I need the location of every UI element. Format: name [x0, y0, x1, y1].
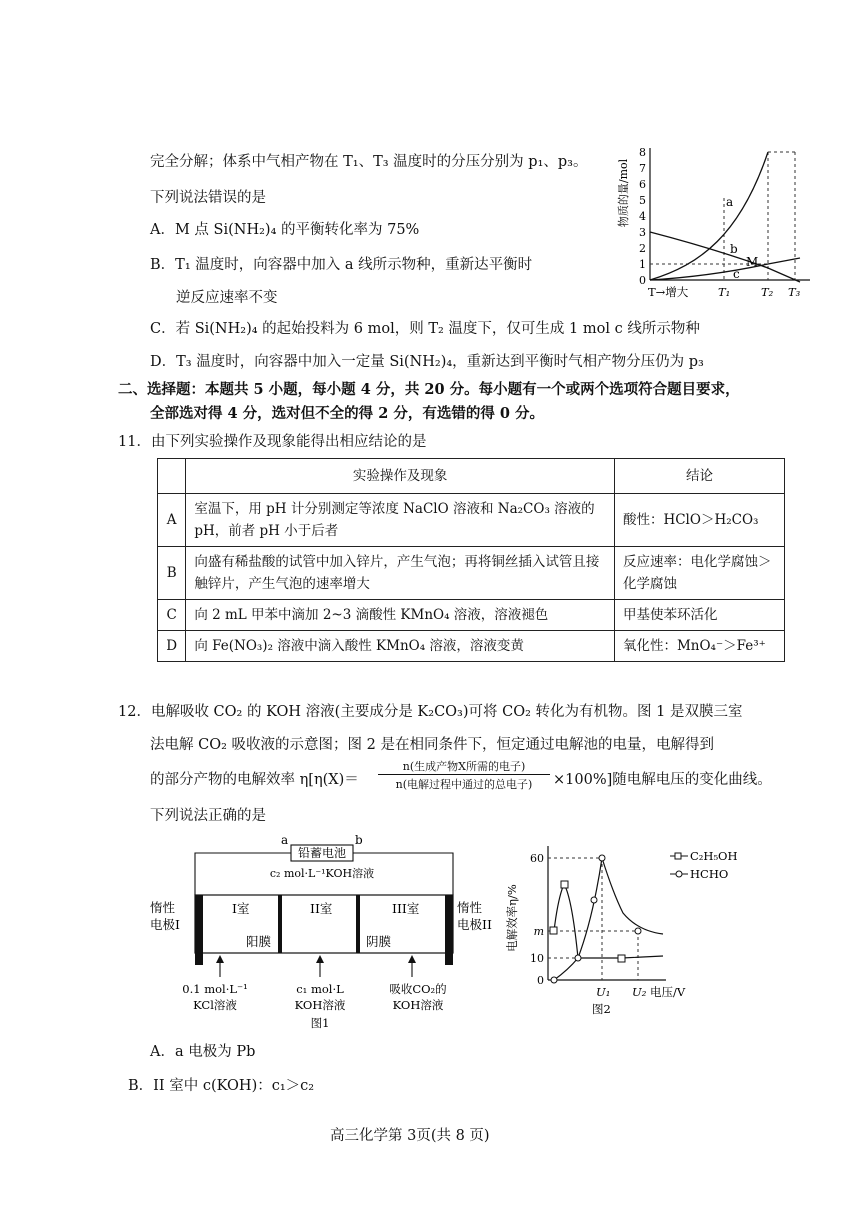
section2-line1: 二、选择题：本题共 5 小题，每小题 4 分，共 20 分。每小题有一个或两个选项符合题目要求，	[118, 381, 740, 398]
fig2-marker-square	[561, 881, 568, 888]
fig1-electrode-right-label: 惰性	[457, 900, 483, 915]
table-row	[158, 547, 785, 600]
section2-line2: 全部选对得 4 分，选对但不全的得 2 分，有选错的得 0 分。	[150, 405, 545, 422]
fig1-membrane-anion	[356, 895, 360, 953]
q10-option-c: C．若 Si(NH₂)₄ 的起始投料为 6 mol，则 T₂ 温度下，仅可生成 1 mol c 线所示物种	[150, 321, 700, 337]
q10-intro: 完全分解；体系中气相产物在 T₁、T₃ 温度时的分压分别为 p₁、p₃。	[150, 154, 588, 170]
fig2-efficiency-chart	[498, 838, 778, 1023]
fig2-curve-hcho	[554, 858, 663, 980]
q10-y-tick: 6	[639, 178, 646, 191]
fig1-membrane-left-label: 阳膜	[246, 934, 272, 949]
fig1-membrane-cation	[278, 895, 282, 953]
fig2-y-tick: 10	[530, 952, 544, 965]
fig1-caption: 图1	[310, 1016, 330, 1030]
table-cell-operation: 向 Fe(NO₃)₂ 溶液中滴入酸性 KMnO₄ 溶液，溶液变黄	[186, 631, 615, 662]
fig2-caption: 图2	[592, 1002, 611, 1016]
table-row	[158, 631, 785, 662]
table-cell-conclusion: 甲基使苯环活化	[614, 600, 784, 631]
q12-line3-post: ×100%]随电解电压的变化曲线。	[553, 772, 772, 788]
fig2-marker-circle	[591, 897, 597, 903]
table-cell-operation: 向盛有稀盐酸的试管中加入锌片，产生气泡；再将铜丝插入试管且接触锌片，产生气泡的速率增大	[186, 547, 615, 600]
q10-x-tick: T₃	[788, 285, 801, 299]
q10-y-tick: 4	[639, 210, 646, 223]
fig2-legend-hcho: HCHO	[690, 867, 729, 881]
q10-y-tick: 3	[639, 226, 646, 239]
q10-curve-c	[650, 258, 800, 280]
table-row	[158, 494, 785, 547]
fig2-y-label: 电解效率η/%	[505, 884, 519, 952]
q10-figure	[600, 140, 815, 305]
table-cell-operation: 向 2 mL 甲苯中滴加 2~3 滴酸性 KMnO₄ 溶液，溶液褪色	[186, 600, 615, 631]
fig1-inlet2: KOH溶液	[294, 998, 346, 1012]
fig2-legend-c2h5oh: C₂H₅OH	[690, 849, 738, 863]
table-cell-id: D	[158, 631, 186, 662]
fig1-electrode-right	[445, 895, 453, 965]
fig1-electrolysis-cell	[150, 835, 495, 1040]
q12-line1: 12．电解吸收 CO₂ 的 KOH 溶液(主要成分是 K₂CO₃)可将 CO₂ 转化为有机物。图 1 是双膜三室	[118, 704, 743, 720]
fig1-electrode-left-label: 电极I	[150, 917, 180, 932]
fig2-curve-c2h5oh	[554, 884, 663, 958]
q10-x-tick: T₂	[761, 285, 774, 299]
table-cell-conclusion: 酸性：HClO＞H₂CO₃	[614, 494, 784, 547]
q10-label-a: a	[726, 195, 734, 209]
fig2-legend-circle	[676, 871, 682, 877]
table-cell-operation: 室温下，用 pH 计分别测定等浓度 NaClO 溶液和 Na₂CO₃ 溶液的 pH，前者 pH 小于后者	[186, 494, 615, 547]
fig1-inlet2: c₁ mol·L	[296, 982, 344, 996]
fig2-x-tick: U₁	[596, 985, 611, 999]
fig1-pole-a: a	[281, 835, 289, 847]
table-header-cell	[158, 459, 186, 494]
table-cell-id: B	[158, 547, 186, 600]
fig2-x-tick: U₂	[632, 985, 647, 999]
fig1-arrowhead	[216, 955, 224, 963]
fig2-marker-circle	[599, 855, 605, 861]
fig2-legend-square	[675, 853, 681, 859]
table-header-row	[158, 459, 785, 494]
q10-y-label: 物质的量/mol	[617, 158, 630, 228]
fig2-marker-circle	[635, 928, 641, 934]
q12-fraction-numerator: n(生成产物X所需的电子)	[378, 758, 550, 775]
q12-stem: 下列说法正确的是	[150, 808, 266, 824]
q10-label-c: c	[733, 267, 740, 281]
q10-option-d: D．T₃ 温度时，向容器中加入一定量 Si(NH₂)₄，重新达到平衡时气相产物分压仍为 p₃	[150, 354, 704, 370]
q10-stem: 下列说法错误的是	[150, 190, 266, 206]
fig1-top-solution: c₂ mol·L⁻¹KOH溶液	[269, 867, 375, 880]
table-cell-conclusion: 氧化性：MnO₄⁻＞Fe³⁺	[614, 631, 784, 662]
fig1-electrode-left	[195, 895, 203, 965]
q10-option-b-line1: B．T₁ 温度时，向容器中加入 a 线所示物种，重新达平衡时	[150, 257, 533, 273]
table-row	[158, 600, 785, 631]
q10-x-label: T→增大	[648, 285, 689, 299]
q10-y-tick: 5	[639, 194, 646, 207]
q12-line3-pre: 的部分产物的电解效率 η[η(X)＝	[150, 772, 359, 788]
q10-x-tick: T₁	[718, 285, 731, 299]
fig1-electrode-right-label: 电极II	[457, 917, 492, 932]
q10-option-b-line2: 逆反应速率不变	[176, 290, 278, 306]
fig2-y-tick: 0	[537, 974, 544, 987]
fig1-membrane-right-label: 阴膜	[366, 934, 392, 949]
q12-option-a: A．a 电极为 Pb	[150, 1044, 256, 1060]
fig2-marker-square	[550, 927, 557, 934]
fig1-inlet3: 吸收CO₂的	[389, 982, 447, 996]
table-cell-conclusion: 反应速率：电化学腐蚀＞化学腐蚀	[614, 547, 784, 600]
fig1-inlet1: KCl溶液	[193, 998, 237, 1012]
q10-option-a: A．M 点 Si(NH₂)₄ 的平衡转化率为 75%	[150, 222, 420, 238]
q10-y-tick: 8	[639, 146, 646, 159]
fig1-arrowhead	[408, 955, 416, 963]
page-footer: 高三化学第 3页(共 8 页)	[330, 1128, 490, 1144]
q12-line2: 法电解 CO₂ 吸收液的示意图；图 2 是在相同条件下，恒定通过电解池的电量，电解得到	[150, 737, 714, 753]
fig2-marker-circle	[551, 977, 557, 983]
q10-y-tick: 1	[639, 258, 646, 271]
experiment-table	[157, 458, 785, 662]
table-header-cell: 实验操作及现象	[186, 459, 615, 494]
q10-y-tick: 0	[639, 274, 646, 287]
fig2-marker-square	[618, 955, 625, 962]
q10-y-tick: 2	[639, 242, 646, 255]
fig1-room3: III室	[392, 901, 420, 916]
fig1-inlet1: 0.1 mol·L⁻¹	[182, 982, 248, 996]
q12-option-b: B．II 室中 c(KOH)：c₁＞c₂	[128, 1078, 315, 1094]
q12-fraction-denominator: n(电解过程中通过的总电子)	[395, 778, 533, 791]
fig2-y-tick: m	[533, 925, 544, 938]
q11-stem: 11．由下列实验操作及现象能得出相应结论的是	[118, 434, 427, 450]
fig2-y-tick: 60	[530, 852, 544, 865]
q10-label-m: M	[746, 255, 759, 269]
table-cell-id: A	[158, 494, 186, 547]
table-cell-id: C	[158, 600, 186, 631]
q10-label-b: b	[730, 242, 738, 256]
fig1-room1: I室	[232, 901, 250, 916]
fig1-room2: II室	[310, 901, 333, 916]
fig2-x-label: 电压/V	[650, 985, 686, 999]
table-header-cell: 结论	[614, 459, 784, 494]
fig2-marker-circle	[575, 955, 581, 961]
fig1-arrowhead	[316, 955, 324, 963]
fig1-inlet3: KOH溶液	[392, 998, 444, 1012]
q10-y-tick: 7	[639, 162, 646, 175]
fig1-pole-b: b	[355, 835, 363, 847]
fig1-electrode-left-label: 惰性	[150, 900, 176, 915]
fig1-battery-label: 铅蓄电池	[297, 846, 347, 860]
q10-curve-b	[650, 232, 800, 282]
